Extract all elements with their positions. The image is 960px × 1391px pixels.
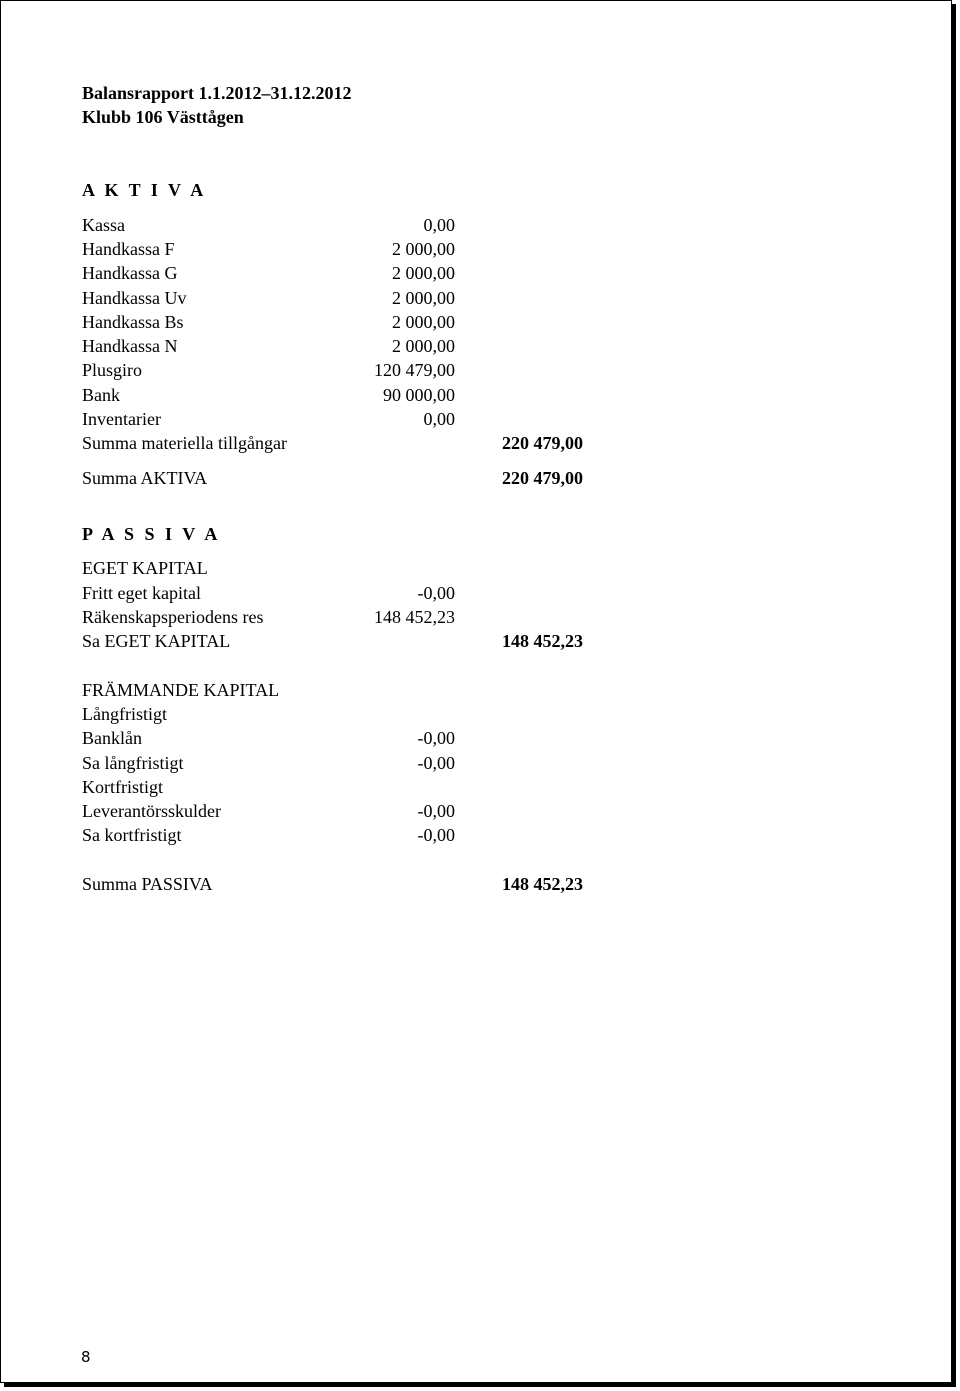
row-label: Summa materiella tillgångar (82, 433, 287, 453)
row-amount: 2 000,00 (392, 263, 455, 283)
row-label: Summa AKTIVA (82, 468, 208, 488)
row-total: 220 479,00 (502, 468, 583, 488)
passiva-heading: P A S S I V A (82, 524, 221, 544)
row-label: Handkassa F (82, 239, 175, 259)
row-label: Plusgiro (82, 360, 143, 380)
row-label: Handkassa Uv (82, 288, 187, 308)
row-label: Handkassa G (82, 263, 178, 283)
langfristigt-heading: Långfristigt (82, 704, 167, 724)
row-amount: 120 479,00 (374, 360, 455, 380)
page-number: 8 (81, 1348, 91, 1366)
row-amount: 2 000,00 (392, 239, 455, 259)
row-amount: 2 000,00 (392, 336, 455, 356)
row-label: Sa EGET KAPITAL (82, 631, 231, 651)
report-header (82, 81, 352, 129)
row-amount: -0,00 (417, 825, 455, 845)
row-amount: -0,00 (417, 753, 455, 773)
row-label: Handkassa N (82, 336, 178, 356)
kortfristigt-heading: Kortfristigt (82, 777, 163, 797)
row-amount: 148 452,23 (374, 607, 455, 627)
row-label: Räkenskapsperiodens res (82, 607, 264, 627)
frammande-kapital-heading: FRÄMMANDE KAPITAL (82, 680, 280, 700)
row-total: 148 452,23 (502, 874, 583, 894)
club-name: Klubb 106 Västtågen (82, 107, 244, 127)
row-total: 148 452,23 (502, 631, 583, 651)
row-label: Leverantörsskulder (82, 801, 221, 821)
row-label: Sa kortfristigt (82, 825, 182, 845)
row-label: Handkassa Bs (82, 312, 184, 332)
row-amount: -0,00 (417, 801, 455, 821)
row-total: 220 479,00 (502, 433, 583, 453)
aktiva-heading: A K T I V A (82, 180, 207, 200)
row-label: Inventarier (82, 409, 161, 429)
report-title: Balansrapport 1.1.2012–31.12.2012 (82, 83, 352, 103)
row-amount: 2 000,00 (392, 312, 455, 332)
row-label: Sa långfristigt (82, 753, 184, 773)
row-label: Bank (82, 385, 120, 405)
row-amount: 0,00 (423, 409, 455, 429)
row-amount: -0,00 (417, 728, 455, 748)
eget-kapital-heading: EGET KAPITAL (82, 558, 208, 578)
row-amount: 90 000,00 (383, 385, 455, 405)
row-label: Summa PASSIVA (82, 874, 213, 894)
row-amount: 2 000,00 (392, 288, 455, 308)
row-amount: 0,00 (423, 215, 455, 235)
row-amount: -0,00 (417, 583, 455, 603)
row-label: Fritt eget kapital (82, 583, 201, 603)
row-label: Banklån (82, 728, 142, 748)
row-label: Kassa (82, 215, 125, 235)
